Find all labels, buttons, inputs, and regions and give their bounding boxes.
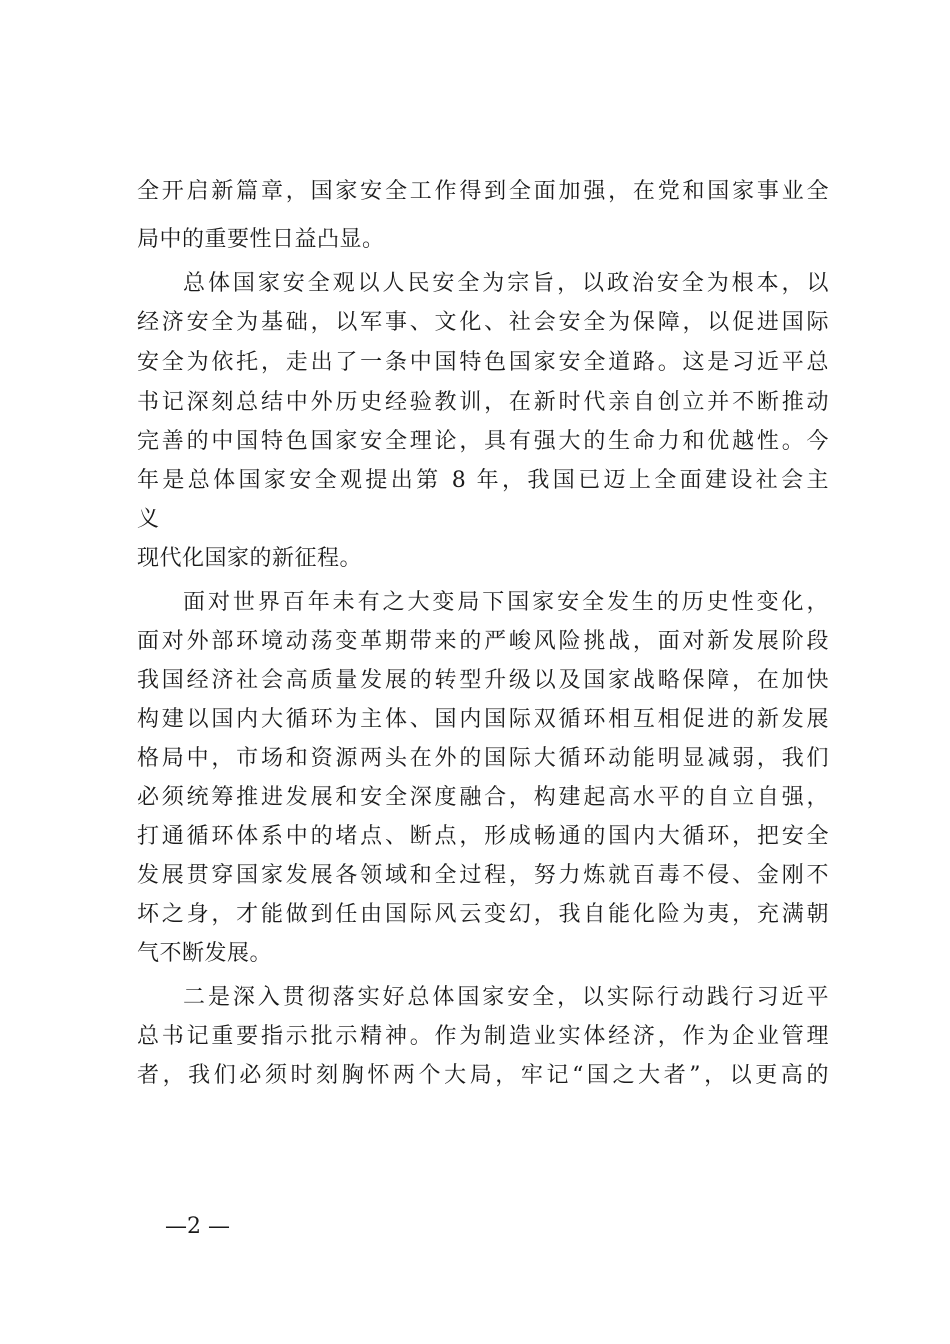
text-line: [0, 174, 950, 210]
paragraph-first-line: [0, 980, 950, 1016]
line-text: 现代化国家的新征程。: [137, 546, 363, 571]
line-text: 构建以国内大循环为主体、国内国际双循环相互相促进的新发展: [137, 707, 829, 732]
text-line: [0, 541, 950, 577]
text-line: [0, 463, 950, 499]
text-line: [0, 624, 950, 660]
line-text: 义: [137, 507, 160, 532]
line-text: 总体国家安全观以人民安全为宗旨，以政治安全为根本，以: [183, 271, 829, 296]
text-line: [0, 858, 950, 894]
text-line: [0, 222, 950, 258]
line-text: 面对世界百年未有之大变局下国家安全发生的历史性变化，: [183, 590, 829, 615]
text-line: [0, 741, 950, 777]
line-text: 必须统筹推进发展和安全深度融合，构建起高水平的自立自强，: [137, 785, 829, 810]
text-line: [0, 897, 950, 933]
line-text: 二是深入贯彻落实好总体国家安全，以实际行动践行习近平: [183, 985, 829, 1010]
line-text: 我国经济社会高质量发展的转型升级以及国家战略保障，在加快: [137, 668, 829, 693]
line-text: 书记深刻总结中外历史经验教训，在新时代亲自创立并不断推动: [137, 390, 829, 415]
line-text: 经济安全为基础，以军事、文化、社会安全为保障，以促进国际: [137, 310, 829, 335]
line-text: 完善的中国特色国家安全理论，具有强大的生命力和优越性。今: [137, 429, 829, 454]
text-line: [0, 502, 950, 538]
line-text: 全开启新篇章，国家安全工作得到全面加强，在党和国家事业全: [137, 179, 829, 204]
text-line: [0, 345, 950, 381]
line-text: 总书记重要指示批示精神。作为制造业实体经济，作为企业管理: [137, 1024, 829, 1049]
line-text: 年是总体国家安全观提出第 8 年，我国已迈上全面建设社会主: [137, 468, 829, 493]
text-line: [0, 1058, 950, 1094]
line-text: 坏之身，才能做到任由国际风云变幻，我自能化险为夷，充满朝: [137, 902, 829, 927]
line-text: 局中的重要性日益凸显。: [137, 227, 385, 252]
text-line: [0, 819, 950, 855]
paragraph-first-line: [0, 266, 950, 302]
line-text: 安全为依托，走出了一条中国特色国家安全道路。这是习近平总: [137, 350, 829, 375]
text-line: [0, 305, 950, 341]
line-text: 气不断发展。: [137, 941, 273, 966]
text-line: [0, 424, 950, 460]
paragraph-first-line: [0, 585, 950, 621]
text-line: [0, 385, 950, 421]
text-line: [0, 663, 950, 699]
line-text: 打通循环体系中的堵点、断点，形成畅通的国内大循环，把安全: [137, 824, 829, 849]
text-line: [0, 702, 950, 738]
page-number: —2 —: [165, 1214, 230, 1239]
line-text: 者，我们必须时刻胸怀两个大局，牢记“国之大者”，以更高的: [137, 1063, 829, 1088]
text-line: [0, 780, 950, 816]
text-line: [0, 936, 950, 972]
text-line: [0, 1019, 950, 1055]
line-text: 格局中，市场和资源两头在外的国际大循环动能明显减弱，我们: [137, 746, 829, 771]
line-text: 发展贯穿国家发展各领域和全过程，努力炼就百毒不侵、金刚不: [137, 863, 829, 888]
line-text: 面对外部环境动荡变革期带来的严峻风险挑战，面对新发展阶段: [137, 629, 829, 654]
